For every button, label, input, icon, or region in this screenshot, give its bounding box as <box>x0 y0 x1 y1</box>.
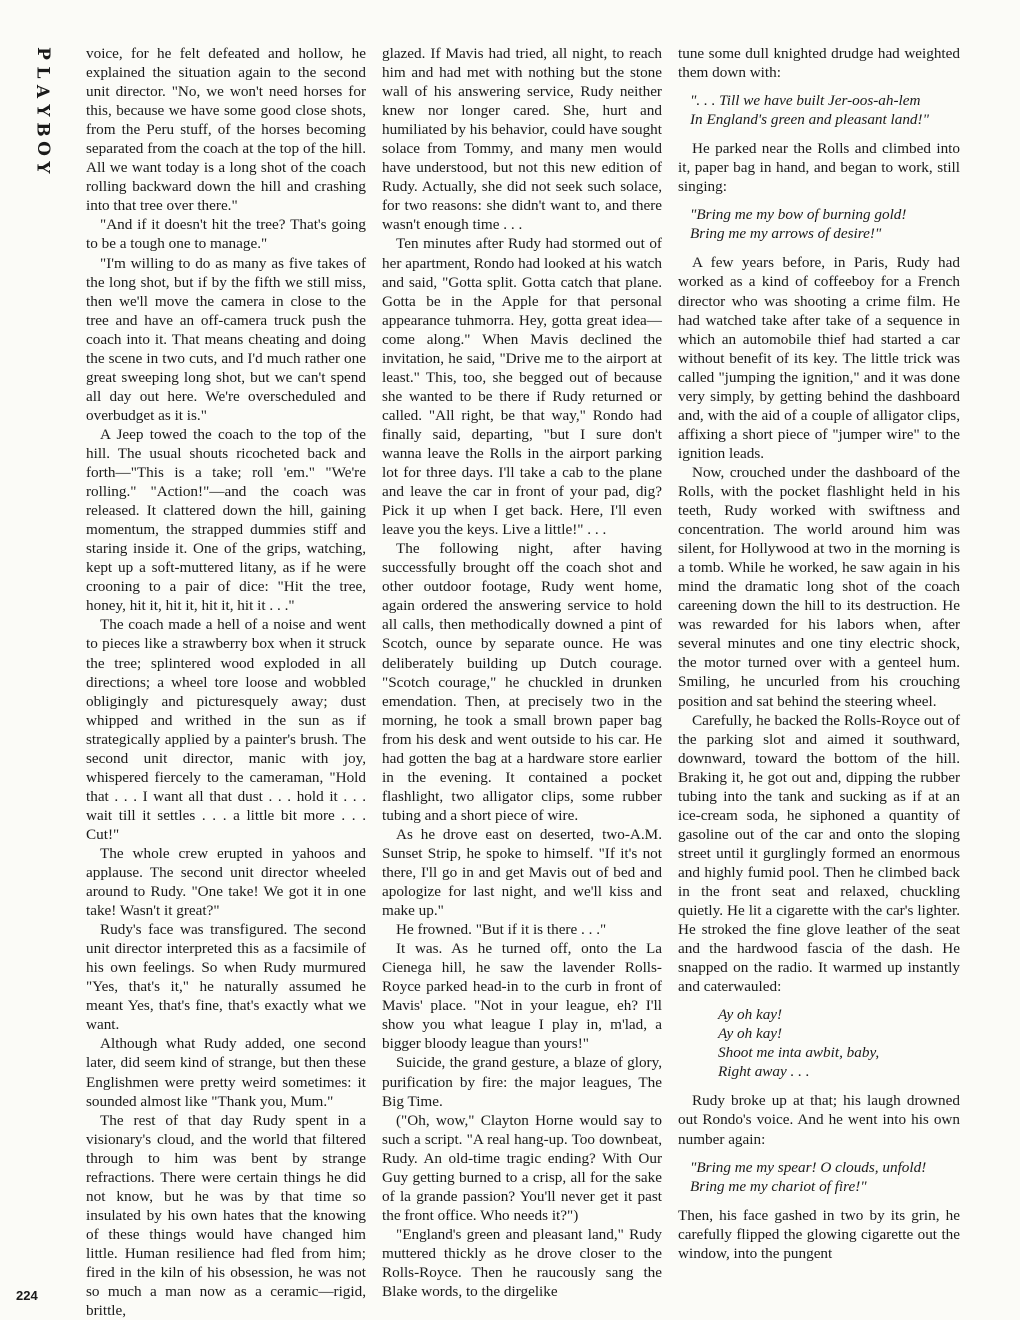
verse-line: "Bring me my spear! O clouds, unfold! <box>690 1158 927 1176</box>
verse-line: Ay oh kay! <box>718 1025 783 1043</box>
paragraph: As he drove east on deserted, two-A.M. Sunset Strip, he spoke to himself. "If it's not there, I'll go in and get Mavis out of bed and apologize for last night, and we'll kiss and make up." <box>382 825 662 920</box>
paragraph: tune some dull knighted drudge had weighted them down with: <box>678 45 960 82</box>
verse-line: In England's green and pleasant land!" <box>690 111 929 129</box>
paragraph: Now, crouched under the dashboard of the Rolls, with the pocket flashlight held in his teeth, Rudy worked with swiftness and concentration. The world around him was silent, for Hollywood at two in the morning is a tomb. While he worked, he saw again in his mind the dramatic long shot of the coach careening down the hill to its destruction. He was rewarded for his labors when, after several minutes and one tiny electric shock, the motor turned over with a genteel hum. Smiling, he uncurled from his crouching position and sat behind the steering wheel. <box>678 463 960 710</box>
verse-line: Shoot me inta awbit, baby, <box>718 1044 880 1062</box>
text-column-1 <box>86 44 366 1320</box>
paragraph: voice, for he felt defeated and hollow, he explained the situation again to the second unit director. "No, we won't need horses for this, because we have some good close shots, from the Peru stuff, of the horses becoming separated from the coach at the top of the hill. All we want today is a long shot of the coach rolling backward down the hill and crashing into that tree over there." <box>86 45 366 215</box>
text-column-2 <box>382 44 662 1301</box>
page-number: 224 <box>16 1288 38 1303</box>
verse-quote <box>678 205 960 243</box>
paragraph: A Jeep towed the coach to the top of the hill. The usual shouts ricocheted back and forth—"This is a take; roll 'em." "We're rolling." "Action!"—and the coach was released. It clattered down the hill, gaining momentum, the strapped dummies stiff and staring inside it. One of the grips, watching, kept up a soft-muttered litany, as if he were crooning to a pair of dice: "Hit the tree, honey, hit it, hit it, hit it, hit it . . ." <box>86 425 366 615</box>
paragraph: He frowned. "But if it is there . . ." <box>396 921 607 939</box>
verse-line: ". . . Till we have built Jer-oos-ah-lem <box>690 92 921 110</box>
running-head-letter: Y <box>32 161 53 174</box>
paragraph: It was. As he turned off, onto the La Cienega hill, he saw the lavender Rolls-Royce parked head-in to the curb in front of Mavis' place. "Not in your league, eh? I'll show you what league I play in, m'lad, a bigger bloody league than yours!" <box>382 940 662 1053</box>
text-column-3 <box>678 44 960 1294</box>
paragraph: Carefully, he backed the Rolls-Royce out of the parking slot and aimed it southward, downward, toward the bottom of the hill. Braking it, he got out and, dipping the rubber tubing into the tank and sucking as if at an ice-cream soda, he siphoned a quantity of gasoline out of the car and onto the sloping street until it gurglingly formed an enormous and highly fumid pool. Then he climbed back in the front seat and relaxed, chuckling quietly. He lit a cigarette with the car's lighter. He stroked the fine glove leather of the seat and the hardwood fascia of the dash. He snapped on the radio. It warmed up instantly and caterwauled: <box>678 711 960 996</box>
paragraph: He parked near the Rolls and climbed into it, paper bag in hand, and began to work, still singing: <box>678 140 960 196</box>
running-head-letter: B <box>32 122 53 137</box>
verse-line: "Bring me my bow of burning gold! <box>690 206 907 224</box>
paragraph: The rest of that day Rudy spent in a visionary's cloud, and the world that filtered through to him was bent by strange refractions. There were certain things he did not know, but he was by that time so insulated by his own hates that the knowing of these things would have changed him little. Human resilience had fled from him; fired in the kiln of his obsession, he was not so much a man now as a ceramic—rigid, brittle, <box>86 1111 366 1320</box>
running-head-letter: P <box>32 47 53 60</box>
verse-line: Ay oh kay! <box>718 1006 783 1024</box>
paragraph: "I'm willing to do as many as five takes of the long shot, but if by the fifth we still miss, then we'll move the camera in close to the tree and have an off-camera truck push the coach into it. That means cheating and doing the scene in two cuts, and I'd much rather one great sweeping long shot, but we can't spend all day out here. We're overscheduled and overbudget as it is." <box>86 254 366 424</box>
running-head-letter: L <box>32 66 53 79</box>
paragraph: The whole crew erupted in yahoos and applause. The second unit director wheeled around to Rudy. "One take! We got it in one take! Wasn't it great?" <box>86 844 366 920</box>
paragraph: Rudy's face was transfigured. The second unit director interpreted this as a facsimile of his own feelings. So when Rudy murmured "Yes, that's it," he naturally assumed he meant Yes, that's fine, that's exactly what we want. <box>86 921 366 1034</box>
song-lyrics <box>678 1005 960 1081</box>
paragraph: Although what Rudy added, one second later, did seem kind of strange, but then these Englishmen were pretty weird sometimes: it sounded almost like "Thank you, Mum." <box>86 1035 366 1110</box>
verse-line: Bring me my arrows of desire!" <box>690 225 882 243</box>
verse-line: Bring me my chariot of fire!" <box>690 1177 867 1195</box>
magazine-running-head <box>22 44 62 177</box>
paragraph: Ten minutes after Rudy had stormed out of her apartment, Rondo had looked at his watch and said, "Gotta split. Gotta catch that plane. Gotta be in the Apple for that personal appearance tuhmorra. Hey, gotta great idea—come along." When Mavis declined the invitation, he said, "Drive me to the airport at least." This, too, she begged out of because she wanted to be there if Rudy returned or called. "All right, be that way," Rondo had finally said, departing, "but I sure don't wanna leave the Rolls in the airport parking lot for three days. I'll take a cab to the plane and leave the car in front of your pad, dig? Pick it up when I get back. Here, I'll even leave you the keys. Live a little!" . . . <box>382 235 662 539</box>
paragraph: "England's green and pleasant land," Rudy muttered thickly as he drove closer to the Rolls-Royce. Then he raucously sang the Blake words, to the dirgelike <box>382 1225 662 1301</box>
paragraph: Suicide, the grand gesture, a blaze of glory, purification by fire: the major leagues, The Big Time. <box>382 1054 662 1110</box>
paragraph: A few years before, in Paris, Rudy had worked as a kind of coffeeboy for a French director who was shooting a crime film. He had watched take after take of a sequence in which an automobile thief had started a car without benefit of its key. The little trick was called "jumping the ignition," and it was done very simply, by getting behind the dashboard and, with the aid of a couple of alligator clips, affixing a short piece of "jumper wire" to the ignition leads. <box>678 254 960 462</box>
verse-quote <box>678 91 960 129</box>
verse-line: Right away . . . <box>718 1063 810 1081</box>
paragraph: ("Oh, wow," Clayton Horne would say to such a script. "A real hang-up. Too downbeat, Rudy. An old-time tragic ending? With Our Guy getting burned to a crisp, all for the sake of la grande passion? You'll never get it past the front office. Who needs it?") <box>382 1111 662 1224</box>
running-head-letter: Y <box>32 104 53 117</box>
paragraph: The coach made a hell of a noise and went to pieces like a strawberry box when it struck the tree; splintered wood exploded in all directions; a wheel tore loose and wobbled obligingly and picturesquely away; dust whipped and writhed in the sun as if strategically applied by a painter's brush. The second unit director, manic with joy, whispered fiercely to the cameraman, "Hold that . . . I want all that dust . . . hold it . . . wait till it settles . . . a little bit more . . . Cut!" <box>86 616 366 843</box>
paragraph: Rudy broke up at that; his laugh drowned out Rondo's voice. And he went into his own number again: <box>678 1092 960 1148</box>
paragraph: glazed. If Mavis had tried, all night, to reach him and had met with nothing but the stone wall of his answering service, Rudy neither knew nor longer cared. She, hurt and humiliated by his behavior, could have sought solace from Tommy, and many men would have understood, but not this new edition of Rudy. Actually, she did not seek such solace, for two reasons: she didn't want to, and there wasn't enough time . . . <box>382 45 662 234</box>
paragraph: Then, his face gashed in two by its grin, he carefully flipped the glowing cigarette out the window, into the pungent <box>678 1206 960 1262</box>
verse-quote <box>678 1158 960 1196</box>
running-head-letter: O <box>32 141 53 156</box>
running-head-letter: A <box>32 84 53 99</box>
paragraph: The following night, after having successfully brought off the coach shot and other outdoor footage, Rudy went home, again ordered the answering service to hold all calls, then methodically downed a pint of Scotch, ounce by separate ounce. He was deliberately building up Dutch courage. "Scotch courage," he chuckled in drunken emendation. Then, at precisely two in the morning, he took a small brown paper bag from his desk and went outside to his car. He had gotten the bag at a hardware store earlier in the evening. It contained a pocket flashlight, two alligator clips, some rubber tubing and a short piece of wire. <box>382 540 662 824</box>
paragraph: "And if it doesn't hit the tree? That's going to be a tough one to manage." <box>86 216 366 253</box>
